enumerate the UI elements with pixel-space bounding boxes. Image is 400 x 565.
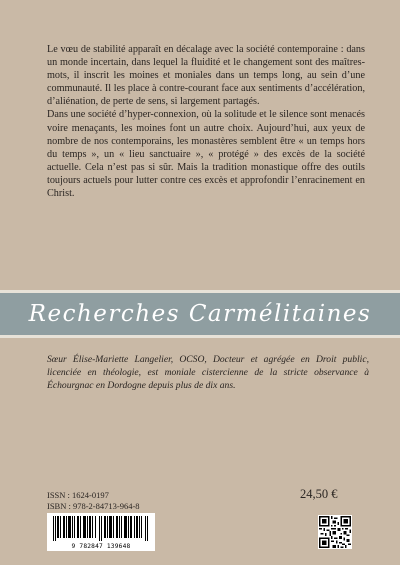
- series-title: Recherches Carmélitaines: [28, 301, 372, 327]
- isbn-label: ISBN : 978-2-84713-964-8: [47, 500, 140, 511]
- blurb-paragraph-1: Le vœu de stabilité apparaît en décalage avec la société contemporaine : dans un monde incertain, dans lequel la fluidité et le changement sont des maîtres-mots, il inscrit les moines et moniales dans un temps long, au sein d’une communauté. Il les place à contre-courant face aux sentiments d’accélération, d’aliénation, de perte de sens, si largement partagés.: [47, 44, 365, 108]
- barcode-number: 9 782847 139648: [71, 543, 131, 550]
- back-cover-blurb: [47, 43, 365, 200]
- barcode: [47, 513, 155, 551]
- blurb-paragraph-2: Dans une société d’hyper-connexion, où la solitude et le silence sont menacés voire menaçants, les moines font un autre choix. Aujourd’hui, aux yeux de nombre de nos contemporains, les monastères semblent être « un temps hors du temps », un « lieu sanctuaire », « protégé » des excès de la société actuelle. Cela n’est pas si sûr. Mais la tradition monastique offre des outils toujours actuels pour lutter contre ces excès et approfondir l’enracinement en Christ.: [47, 109, 365, 200]
- barcode-bars-icon: [53, 516, 149, 541]
- identifiers-block: [47, 490, 140, 511]
- price: 24,50 €: [300, 487, 338, 501]
- author-bio: Sœur Élise-Mariette Langelier, OCSO, Docteur et agrégée en Droit public, licenciée en théologie, est moniale cistercienne de la stricte observance à Échourgnac en Dordogne depuis plus de dix ans.: [47, 354, 369, 391]
- qr-code-icon: [318, 515, 352, 549]
- series-banner: [0, 290, 400, 338]
- issn-label: ISSN : 1624-0197: [47, 490, 109, 500]
